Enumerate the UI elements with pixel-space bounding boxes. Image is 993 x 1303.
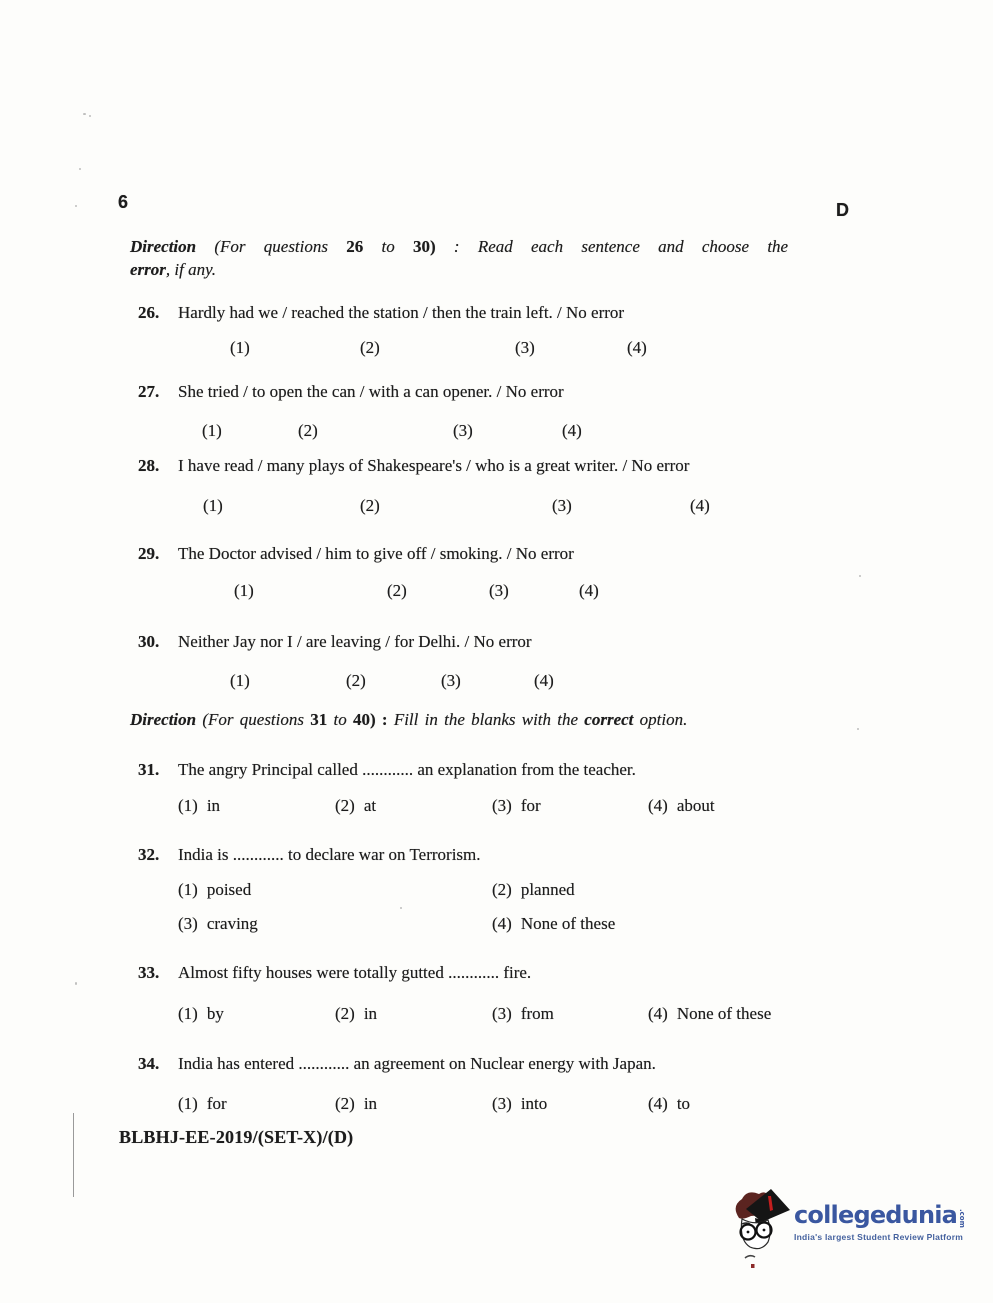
option-label: (1) xyxy=(234,581,254,600)
option-3 xyxy=(492,796,541,816)
option-label: (4) xyxy=(648,1004,668,1023)
question-number: 33. xyxy=(138,963,160,982)
collegedunia-logo-text xyxy=(794,1186,965,1242)
option-label: (3) xyxy=(492,1004,512,1023)
option-text: at xyxy=(363,796,377,815)
question-30 xyxy=(138,632,532,652)
option-1 xyxy=(203,496,223,516)
question-31 xyxy=(138,760,636,780)
option-label: (2) xyxy=(492,880,512,899)
option-1 xyxy=(178,1004,224,1024)
question-28-options xyxy=(0,496,993,520)
paper-set-code: BLBHJ-EE-2019/(SET-X)/(D) xyxy=(119,1127,354,1147)
direction-to-number: 30) xyxy=(412,237,436,256)
option-3 xyxy=(178,914,258,934)
option-3 xyxy=(492,1004,554,1024)
question-text: India has entered ............ an agreement on Nuclear energy with Japan. xyxy=(178,1054,656,1073)
option-4 xyxy=(579,581,599,601)
option-4 xyxy=(562,421,582,441)
option-2 xyxy=(360,496,380,516)
option-text: to xyxy=(676,1094,691,1113)
option-label: (4) xyxy=(648,1094,668,1113)
question-34-options xyxy=(0,1094,993,1118)
option-4 xyxy=(648,1004,771,1024)
option-4 xyxy=(627,338,647,358)
question-number: 30. xyxy=(138,632,160,651)
option-3 xyxy=(441,671,461,691)
set-letter: D xyxy=(836,200,850,220)
option-text: None of these xyxy=(676,1004,772,1023)
question-31-options xyxy=(0,796,993,820)
option-label: (3) xyxy=(492,1094,512,1113)
question-text: The Doctor advised / him to give off / smoking. / No error xyxy=(178,544,574,563)
option-text: about xyxy=(676,796,715,815)
scan-speck xyxy=(89,115,91,117)
question-number: 32. xyxy=(138,845,160,864)
option-1 xyxy=(230,338,250,358)
scan-speck xyxy=(83,113,86,115)
direction-lead: Direction xyxy=(130,710,197,729)
option-2 xyxy=(387,581,407,601)
option-2 xyxy=(335,1004,377,1024)
option-text: in xyxy=(363,1094,378,1113)
question-32 xyxy=(138,845,481,865)
option-4 xyxy=(534,671,554,691)
question-number: 26. xyxy=(138,303,160,322)
option-3 xyxy=(489,581,509,601)
scan-speck xyxy=(857,728,859,730)
option-3 xyxy=(492,1094,547,1114)
collegedunia-tagline: India's largest Student Review Platform xyxy=(794,1232,964,1242)
collegedunia-domain-suffix: .com xyxy=(958,1209,967,1228)
scan-speck xyxy=(400,907,402,909)
option-text: for xyxy=(520,796,541,815)
scan-speck xyxy=(79,168,81,170)
option-label: (4) xyxy=(690,496,710,515)
option-2 xyxy=(335,796,376,816)
question-text: Neither Jay nor I / are leaving / for Delhi. / No error xyxy=(178,632,532,651)
question-26-options xyxy=(0,338,993,362)
option-1 xyxy=(178,880,251,900)
option-3 xyxy=(552,496,572,516)
option-label: (4) xyxy=(627,338,647,357)
option-text: poised xyxy=(206,880,252,899)
direction-from-number: 31 xyxy=(310,710,328,729)
page-number: 6 xyxy=(118,192,129,212)
question-text: India is ............ to declare war on Terrorism. xyxy=(178,845,481,864)
option-text: from xyxy=(520,1004,554,1023)
scan-speck xyxy=(75,982,77,985)
question-26 xyxy=(138,303,624,323)
option-label: (3) xyxy=(178,914,198,933)
question-27-options xyxy=(0,421,993,445)
direction-segment: to xyxy=(381,237,395,256)
scan-speck xyxy=(859,575,861,577)
option-label: (3) xyxy=(552,496,572,515)
option-label: (2) xyxy=(335,796,355,815)
direction-31-40 xyxy=(130,708,850,731)
question-text: Hardly had we / reached the station / then the train left. / No error xyxy=(178,303,625,322)
option-label: (1) xyxy=(203,496,223,515)
option-4 xyxy=(648,796,715,816)
direction-bold-word: error xyxy=(130,260,166,279)
option-text: craving xyxy=(206,914,258,933)
option-4 xyxy=(690,496,710,516)
option-label: (3) xyxy=(492,796,512,815)
option-label: (4) xyxy=(579,581,599,600)
option-4 xyxy=(492,914,615,934)
question-34 xyxy=(138,1054,656,1074)
option-1 xyxy=(234,581,254,601)
option-label: (3) xyxy=(441,671,461,690)
option-label: (2) xyxy=(346,671,366,690)
option-1 xyxy=(230,671,250,691)
collegedunia-mascot-icon xyxy=(731,1186,791,1283)
question-33 xyxy=(138,963,531,983)
direction-segment: Read each sentence and choose the xyxy=(477,237,789,256)
direction-segment: : xyxy=(453,237,460,256)
option-label: (2) xyxy=(360,496,380,515)
option-label: (2) xyxy=(335,1004,355,1023)
option-2 xyxy=(492,880,575,900)
option-1 xyxy=(178,1094,227,1114)
question-text: The angry Principal called ............ an explanation from the teacher. xyxy=(178,760,636,779)
direction-segment: option. xyxy=(639,710,688,729)
question-number: 27. xyxy=(138,382,160,401)
question-29-options xyxy=(0,581,993,605)
option-label: (1) xyxy=(178,880,198,899)
option-label: (1) xyxy=(202,421,222,440)
option-label: (1) xyxy=(178,1094,198,1113)
direction-segment: (For questions xyxy=(202,710,304,729)
option-label: (2) xyxy=(298,421,318,440)
option-label: (1) xyxy=(178,1004,198,1023)
option-text: into xyxy=(520,1094,548,1113)
direction-line-1 xyxy=(130,235,846,258)
option-label: (4) xyxy=(562,421,582,440)
question-text: Almost fifty houses were totally gutted ............ fire. xyxy=(178,963,532,982)
scan-line-artifact xyxy=(73,1113,74,1197)
option-2 xyxy=(298,421,318,441)
direction-segment: Fill in the blanks with the xyxy=(393,710,579,729)
question-text: She tried / to open the can / with a can opener. / No error xyxy=(178,382,564,401)
direction-lead: Direction xyxy=(130,237,197,256)
direction-to-number: 40) : xyxy=(352,710,388,729)
option-label: (1) xyxy=(230,671,250,690)
direction-26-30 xyxy=(130,235,846,281)
option-label: (4) xyxy=(492,914,512,933)
option-2 xyxy=(335,1094,377,1114)
direction-bold-word: correct xyxy=(584,710,634,729)
collegedunia-logo xyxy=(731,1186,967,1278)
option-label: (2) xyxy=(335,1094,355,1113)
option-label: (2) xyxy=(387,581,407,600)
option-3 xyxy=(453,421,473,441)
direction-line-2 xyxy=(130,258,846,281)
question-33-options xyxy=(0,1004,993,1028)
option-label: (3) xyxy=(489,581,509,600)
question-27 xyxy=(138,382,564,402)
option-1 xyxy=(202,421,222,441)
collegedunia-wordmark: collegedunia xyxy=(794,1201,958,1229)
option-text: by xyxy=(206,1004,224,1023)
direction-segment: , if any. xyxy=(165,260,216,279)
option-label: (1) xyxy=(230,338,250,357)
question-text: I have read / many plays of Shakespeare's / who is a great writer. / No error xyxy=(178,456,690,475)
option-text: in xyxy=(363,1004,378,1023)
question-number: 31. xyxy=(138,760,160,779)
scan-speck xyxy=(75,205,77,207)
direction-from-number: 26 xyxy=(346,237,364,256)
option-label: (3) xyxy=(515,338,535,357)
question-32-options-row-2 xyxy=(0,914,993,938)
question-number: 28. xyxy=(138,456,160,475)
option-2 xyxy=(346,671,366,691)
option-label: (4) xyxy=(534,671,554,690)
option-label: (2) xyxy=(360,338,380,357)
direction-segment: (For questions xyxy=(214,237,328,256)
option-2 xyxy=(360,338,380,358)
direction-segment: to xyxy=(333,710,347,729)
question-29 xyxy=(138,544,574,564)
option-label: (3) xyxy=(453,421,473,440)
option-label: (1) xyxy=(178,796,198,815)
option-3 xyxy=(515,338,535,358)
option-label: (4) xyxy=(648,796,668,815)
option-text: for xyxy=(206,1094,227,1113)
option-text: planned xyxy=(520,880,575,899)
option-text: None of these xyxy=(520,914,616,933)
option-4 xyxy=(648,1094,690,1114)
option-text: in xyxy=(206,796,221,815)
question-32-options-row-1 xyxy=(0,880,993,904)
option-1 xyxy=(178,796,220,816)
question-number: 29. xyxy=(138,544,160,563)
question-30-options xyxy=(0,671,993,695)
question-28 xyxy=(138,456,689,476)
question-number: 34. xyxy=(138,1054,160,1073)
